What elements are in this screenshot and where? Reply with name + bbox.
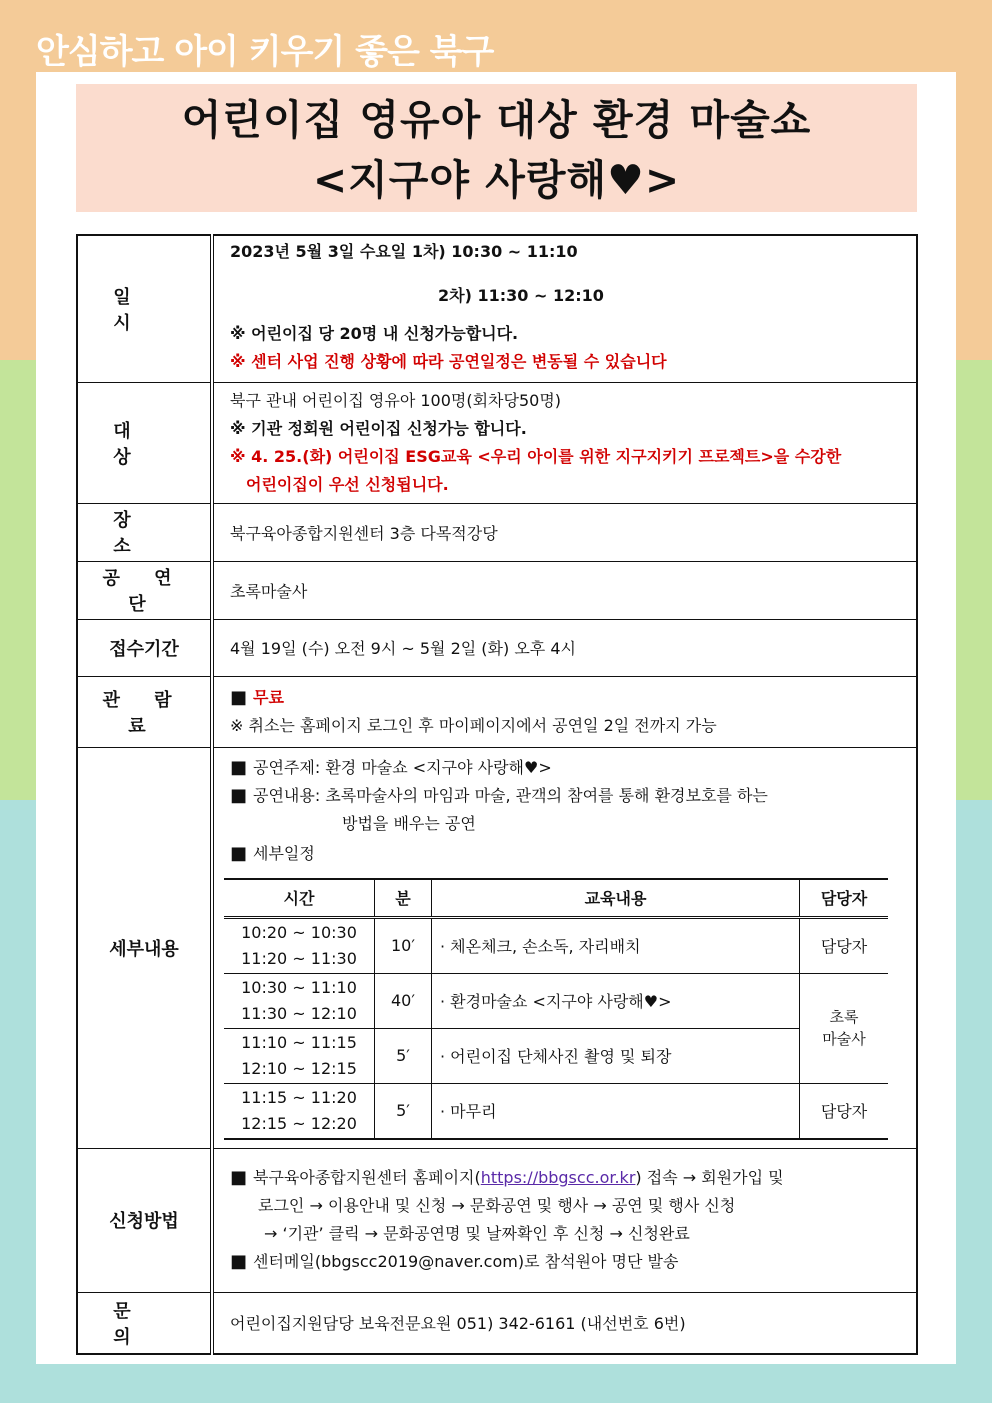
row-venue	[77, 503, 917, 561]
row-apply	[77, 1148, 917, 1292]
details-content-1: 공연내용: 초록마술사의 마임과 마술, 관객의 참여를 통해 환경보호를 하는	[253, 785, 768, 805]
staff-cell: 담당자	[800, 1083, 889, 1139]
row-contact	[77, 1292, 917, 1354]
apply-line-1-start: 북구육아종합지원센터 홈페이지(	[253, 1168, 481, 1187]
square-bullet-icon: ■	[230, 1167, 248, 1188]
apply-line-4: 센터메일(bbgscc2019@naver.com)로 참석원아 명단 발송	[253, 1252, 679, 1271]
square-bullet-icon: ■	[230, 784, 248, 806]
content-cell: · 어린이집 단체사진 촬영 및 퇴장	[432, 1028, 800, 1083]
title-line-1: 어린이집 영유아 대상 환경 마술쇼	[181, 96, 812, 144]
schedule-cell	[212, 235, 917, 382]
row-schedule	[77, 235, 917, 382]
minutes-cell: 40′	[375, 973, 432, 1028]
schedule-note-1: ※ 어린이집 당 20명 내 신청가능합니다.	[230, 323, 519, 343]
row-details	[77, 747, 917, 1148]
row-target	[77, 382, 917, 503]
square-bullet-icon: ■	[230, 1251, 248, 1272]
minutes-cell: 5′	[375, 1083, 432, 1139]
label-performer: 공 연 단	[77, 561, 212, 619]
time-cell: 11:15 ~ 11:20 12:15 ~ 12:20	[224, 1083, 375, 1139]
label-apply: 신청방법	[77, 1148, 212, 1292]
fee-cell	[212, 676, 917, 747]
info-table	[76, 234, 918, 1355]
header-minutes: 분	[375, 879, 432, 918]
detail-schedule-table	[224, 878, 888, 1140]
target-cell	[212, 382, 917, 503]
content-cell: · 환경마술쇼 <지구야 사랑해♥>	[432, 973, 800, 1028]
details-subtitle: 세부일정	[253, 843, 315, 863]
header-content: 교육내용	[432, 879, 800, 918]
square-bullet-icon: ■	[230, 686, 248, 708]
row-performer	[77, 561, 917, 619]
apply-line-1-end: ) 접속 → 회원가입 및	[635, 1168, 784, 1187]
square-bullet-icon: ■	[230, 756, 248, 778]
table-row	[224, 1083, 888, 1139]
schedule-line-2: 2차) 11:30 ~ 12:10	[438, 285, 604, 305]
content-cell: · 마무리	[432, 1083, 800, 1139]
slogan: 안심하고 아이 키우기 좋은 북구	[36, 32, 494, 72]
title-line-2: <지구야 사랑해♥>	[312, 156, 681, 204]
period-value: 4월 19일 (수) 오전 9시 ~ 5월 2일 (화) 오후 4시	[212, 619, 917, 676]
label-fee: 관 람 료	[77, 676, 212, 747]
schedule-note-2: ※ 센터 사업 진행 상황에 따라 공연일정은 변동될 수 있습니다	[230, 351, 667, 371]
target-line-4: 어린이집이 우선 신청됩니다.	[246, 474, 449, 494]
square-bullet-icon: ■	[230, 842, 248, 864]
label-venue: 장 소	[77, 503, 212, 561]
header-time: 시간	[224, 879, 375, 918]
apply-line-3: → ‘기관’ 클릭 → 문화공연명 및 날짜확인 후 신청 → 신청완료	[264, 1224, 690, 1243]
fee-note: ※ 취소는 홈페이지 로그인 후 마이페이지에서 공연일 2일 전까지 가능	[230, 715, 717, 735]
details-theme: 공연주제: 환경 마술쇼 <지구야 사랑해♥>	[253, 757, 552, 777]
contact-value: 어린이집지원담당 보육전문요원 051) 342-6161 (내선번호 6번)	[212, 1292, 917, 1354]
target-line-3: ※ 4. 25.(화) 어린이집 ESG교육 <우리 아이를 위한 지구지키기 프로젝트>을 수강한	[230, 446, 842, 466]
homepage-link[interactable]: https://bbgscc.or.kr	[480, 1168, 636, 1187]
details-cell	[212, 747, 917, 1148]
label-period: 접수기간	[77, 619, 212, 676]
minutes-cell: 10′	[375, 917, 432, 973]
fee-value: 무료	[253, 687, 284, 707]
label-details: 세부내용	[77, 747, 212, 1148]
apply-line-2: 로그인 → 이용안내 및 신청 → 문화공연 및 행사 → 공연 및 행사 신청	[258, 1196, 736, 1215]
time-cell: 10:20 ~ 10:30 11:20 ~ 11:30	[224, 917, 375, 973]
table-row	[224, 1028, 888, 1083]
label-contact: 문 의	[77, 1292, 212, 1354]
schedule-header-row	[224, 879, 888, 918]
target-line-1: 북구 관내 어린이집 영유아 100명(회차당50명)	[230, 390, 562, 410]
header-staff: 담당자	[800, 879, 889, 918]
apply-cell	[212, 1148, 917, 1292]
row-period	[77, 619, 917, 676]
title-box	[76, 84, 917, 212]
row-fee	[77, 676, 917, 747]
staff-cell-merged: 초록 마술사	[800, 973, 889, 1083]
time-cell: 10:30 ~ 11:10 11:30 ~ 12:10	[224, 973, 375, 1028]
table-row	[224, 973, 888, 1028]
minutes-cell: 5′	[375, 1028, 432, 1083]
label-target: 대 상	[77, 382, 212, 503]
content-cell: · 체온체크, 손소독, 자리배치	[432, 917, 800, 973]
venue-value: 북구육아종합지원센터 3층 다목적강당	[212, 503, 917, 561]
target-line-2: ※ 기관 정회원 어린이집 신청가능 합니다.	[230, 418, 527, 438]
time-cell: 11:10 ~ 11:15 12:10 ~ 12:15	[224, 1028, 375, 1083]
performer-value: 초록마술사	[212, 561, 917, 619]
label-schedule: 일 시	[77, 235, 212, 382]
details-content-2: 방법을 배우는 공연	[342, 813, 476, 833]
staff-cell: 담당자	[800, 917, 889, 973]
table-row	[224, 917, 888, 973]
schedule-line-1: 2023년 5월 3일 수요일 1차) 10:30 ~ 11:10	[230, 241, 578, 261]
